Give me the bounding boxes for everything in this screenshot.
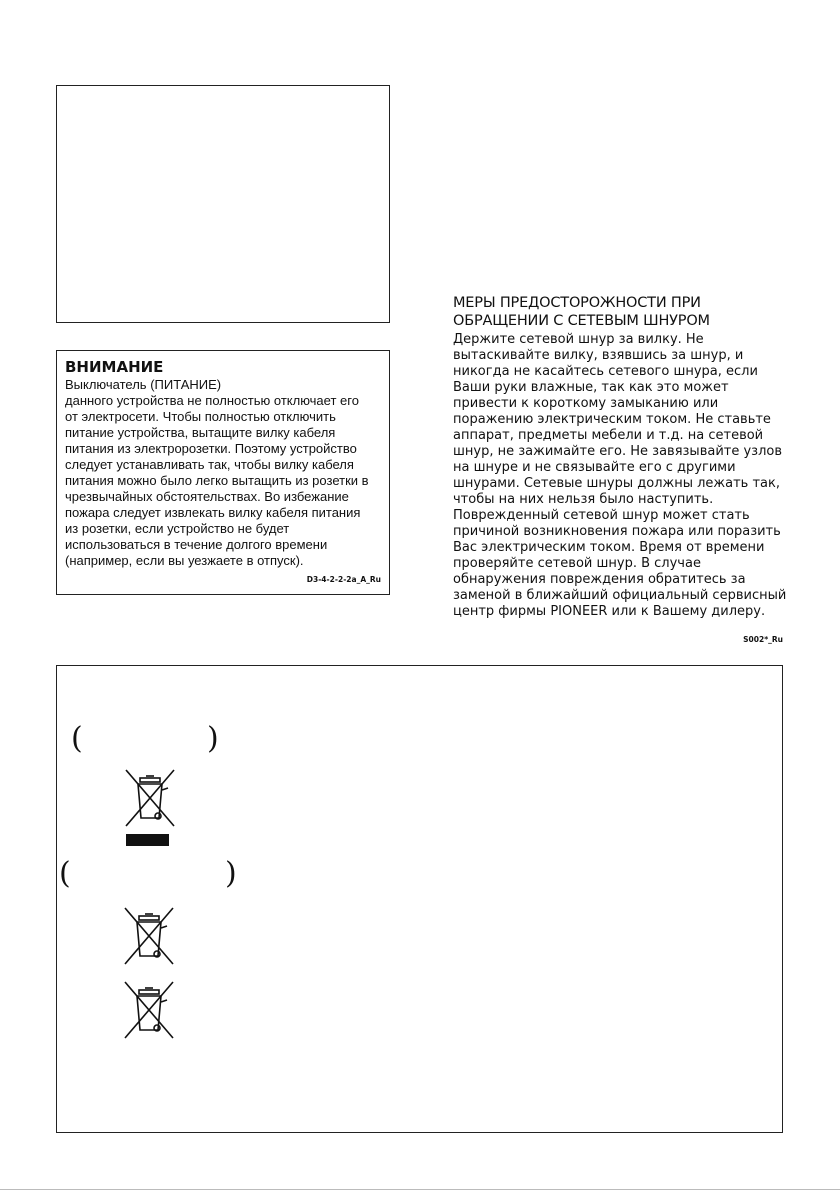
page-bottom-rule (0, 1189, 840, 1190)
power-cord-line: Держите сетевой шнур за вилку. Не (453, 332, 704, 347)
warning-line: пожара следует извлекать вилку кабеля питания (65, 505, 361, 520)
crossed-out-wheelie-bin-icon (122, 766, 178, 832)
warning-line: следует устанавливать так, чтобы вилку кабеля (65, 457, 354, 472)
power-cord-line: вытаскивайте вилку, взявшись за шнур, и (453, 348, 744, 363)
blank-info-box (56, 85, 390, 323)
warning-line: от электросети. Чтобы полностью отключить (65, 409, 336, 424)
warning-line: чрезвычайных обстоятельствах. Во избежание (65, 489, 349, 504)
power-switch-warning-box (56, 350, 390, 595)
power-cord-line: никогда не касайтесь сетевого шнура, если (453, 364, 758, 379)
crossed-out-wheelie-bin-icon (121, 978, 177, 1044)
power-cord-line: на шнуре и не связывайте его с другими (453, 460, 736, 475)
warning-line: Выключатель (ПИТАНИЕ) (65, 377, 222, 392)
warning-line: из розетки, если устройство не будет (65, 521, 290, 536)
black-bar-mark (126, 834, 169, 846)
power-cord-line: обнаружения повреждения обратитесь за (453, 572, 746, 587)
power-cord-heading-line: ОБРАЩЕНИИ С СЕТЕВЫМ ШНУРОМ (453, 313, 710, 329)
warning-line: питание устройства, вытащите вилку кабеля (65, 425, 336, 440)
power-cord-line: чтобы на них нельзя было наступить. (453, 492, 714, 507)
power-cord-line: Ваши руки влажные, так как это может (453, 380, 729, 395)
warning-line: данного устройства не полностью отключает его (65, 393, 359, 408)
disposal-info-box (56, 665, 783, 1133)
power-cord-code: S002*_Ru (743, 635, 783, 644)
right-parenthesis: ) (225, 856, 237, 891)
power-cord-line: привести к короткому замыканию или (453, 396, 719, 411)
power-cord-line: причиной возникновения пожара или поразить (453, 524, 781, 539)
power-cord-line: шнурами. Сетевые шнуры должны лежать так, (453, 476, 780, 491)
power-cord-heading-line: МЕРЫ ПРЕДОСТОРОЖНОСТИ ПРИ (453, 295, 701, 311)
power-cord-line: поражению электрическим током. Не ставьте (453, 412, 771, 427)
warning-code: D3-4-2-2-2a_A_Ru (306, 575, 381, 584)
warning-line: питания из электророзетки. Поэтому устройство (65, 441, 357, 456)
right-parenthesis: ) (207, 721, 219, 756)
power-cord-line: центр фирмы PIONEER или к Вашему дилеру. (453, 604, 766, 619)
left-parenthesis: ( (71, 721, 83, 756)
warning-line: использоваться в течение долгого времени (65, 537, 328, 552)
warning-line: питания можно было легко вытащить из розетки в (65, 473, 369, 488)
power-cord-line: проверяйте сетевой шнур. В случае (453, 556, 701, 571)
power-cord-line: Поврежденный сетевой шнур может стать (453, 508, 750, 523)
power-cord-line: Вас электрическим током. Время от времени (453, 540, 765, 555)
power-cord-line: заменой в ближайший официальный сервисный (453, 588, 787, 603)
warning-heading: ВНИМАНИЕ (65, 358, 164, 376)
warning-line: (например, если вы уезжаете в отпуск). (65, 553, 304, 568)
power-cord-line: аппарат, предметы мебели и т.д. на сетевой (453, 428, 764, 443)
crossed-out-wheelie-bin-icon (121, 904, 177, 970)
power-cord-line: шнур, не зажимайте его. Не завязывайте узлов (453, 444, 782, 459)
left-parenthesis: ( (59, 856, 71, 891)
